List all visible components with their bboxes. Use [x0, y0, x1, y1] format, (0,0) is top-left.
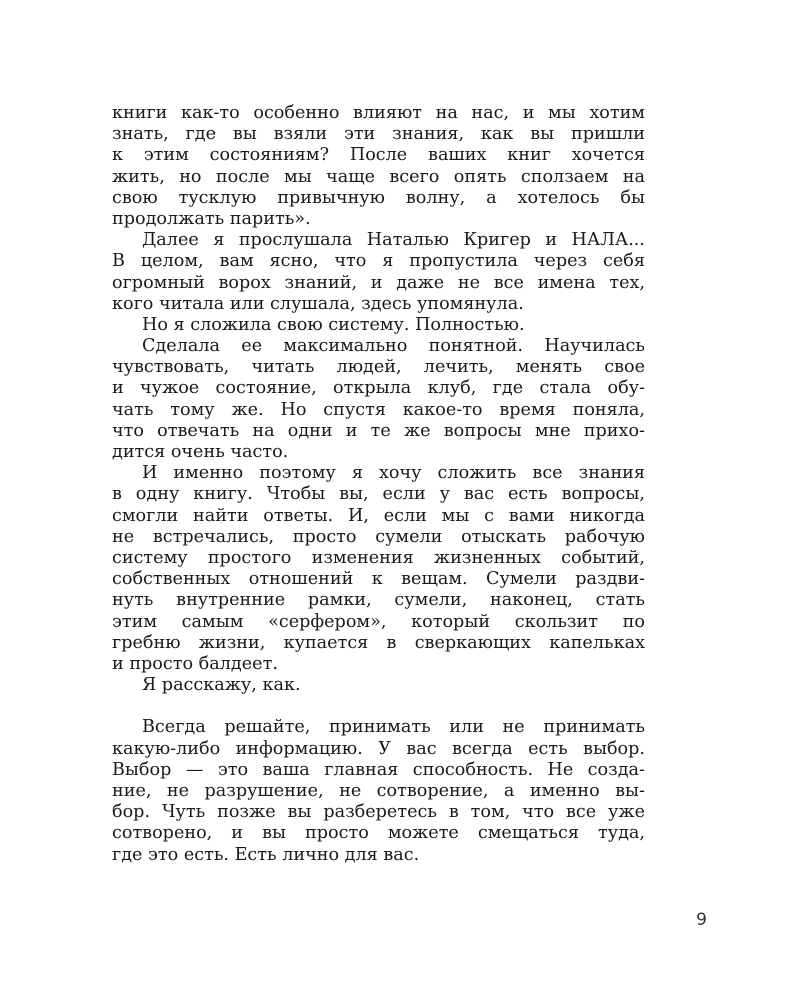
text-line: Выбор — это ваша главная способность. Не созда- — [112, 759, 645, 780]
text-line: чувствовать, читать людей, лечить, менять свое — [112, 357, 645, 378]
text-line: систему простого изменения жизненных событий, — [112, 547, 645, 568]
text-line: гребню жизни, купается в сверкающих капельках — [112, 632, 645, 653]
text-line: книги как-то особенно влияют на нас, и мы хотим — [112, 103, 645, 123]
text-line: собственных отношений к вещам. Сумели раздви- — [112, 569, 645, 590]
text-line: Сделала ее максимально понятной. Научилась — [142, 336, 645, 357]
text-line: нуть внутренние рамки, сумели, наконец, стать — [112, 590, 645, 611]
text-line: какую-либо информацию. У вас всегда есть выбор. — [112, 738, 645, 759]
text-line: бор. Чуть позже вы разберетесь в том, что все уже — [112, 802, 645, 823]
text-line: Но я сложила свою систему. Полностью. — [142, 314, 525, 335]
text-line: где это есть. Есть лично для вас. — [112, 844, 420, 865]
text-line: дится очень часто. — [112, 442, 289, 462]
text-line: знать, где вы взяли эти знания, как вы пришли — [112, 124, 645, 145]
paragraph — [112, 463, 645, 675]
text-line: что отвечать на одни и те же вопросы мне прихо- — [112, 420, 645, 441]
text-line: кого читала или слушала, здесь упомянула. — [112, 293, 524, 314]
paragraph — [112, 717, 645, 865]
page-number: 9 — [696, 910, 707, 930]
text-line: и чужое состояние, открыла клуб, где стала обу- — [112, 378, 645, 399]
text-line: продолжать парить». — [112, 208, 311, 229]
text-line: И именно поэтому я хочу сложить все знания — [142, 463, 645, 484]
text-line: к этим состояниям? После ваших книг хочется — [112, 145, 645, 166]
text-line: ние, не разрушение, не сотворение, а именно вы- — [112, 781, 645, 801]
text-line: Далее я прослушала Наталью Кригер и НАЛА... — [142, 230, 645, 251]
paragraph — [112, 336, 645, 463]
text-line: и просто балдеет. — [112, 653, 278, 674]
text-line: в одну книгу. Чтобы вы, если у вас есть вопросы, — [112, 484, 645, 505]
text-line: сотворено, и вы просто можете смещаться туда, — [112, 823, 645, 844]
text-line: Я расскажу, как. — [142, 675, 301, 696]
book-page-text — [112, 103, 645, 866]
text-line: чать тому же. Но спустя какое-то время поняла, — [112, 399, 645, 420]
text-line: не встречались, просто сумели отыскать рабочую — [112, 526, 645, 547]
paragraph — [112, 230, 645, 315]
paragraph — [112, 675, 645, 696]
text-line: свою тусклую привычную волну, а хотелось бы — [112, 187, 645, 208]
section-gap — [112, 696, 645, 717]
paragraph — [112, 315, 645, 336]
text-line: В целом, вам ясно, что я пропустила через себя — [112, 251, 645, 272]
text-line: жить, но после мы чаще всего опять сползаем на — [112, 166, 645, 187]
text-line: Всегда решайте, принимать или не принимать — [142, 717, 645, 738]
text-line: огромный ворох знаний, и даже не все имена тех, — [112, 272, 645, 293]
text-line: этим самым «серфером», который скользит по — [112, 611, 645, 632]
text-line: смогли найти ответы. И, если мы с вами никогда — [112, 505, 645, 526]
paragraph — [112, 103, 645, 230]
